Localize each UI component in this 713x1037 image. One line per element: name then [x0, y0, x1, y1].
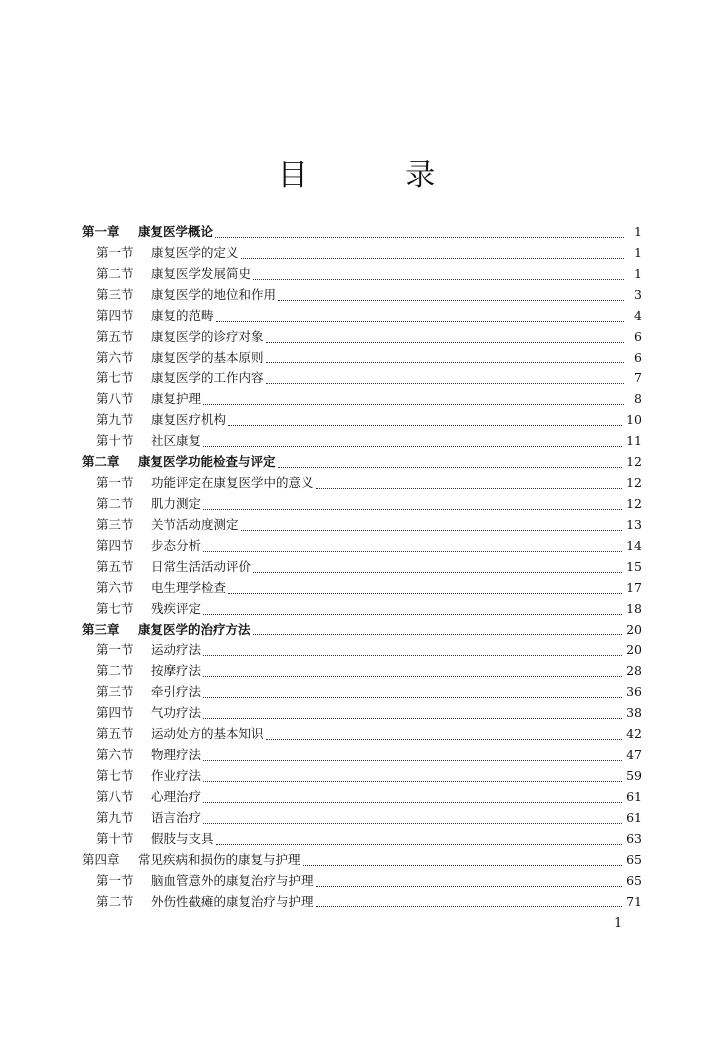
toc-section-entry[interactable]	[82, 745, 642, 766]
toc-entry-label	[96, 766, 201, 784]
toc-entry-page: 13	[626, 516, 642, 532]
toc-entry-label	[82, 850, 301, 868]
toc-entry-page: 63	[626, 830, 642, 846]
toc-entry-number: 第十节	[96, 830, 134, 846]
toc-entry-title: 康复医学概论	[138, 224, 214, 239]
toc-entry-label	[96, 348, 264, 366]
toc-entry-page: 8	[634, 391, 642, 407]
toc-entry-title: 康复医学的地位和作用	[151, 286, 277, 302]
toc-section-entry[interactable]	[82, 536, 642, 557]
toc-entry-page: 14	[626, 537, 642, 553]
dot-leader	[278, 459, 623, 468]
toc-entry-number: 第一章	[82, 224, 120, 239]
toc-entry-page: 10	[626, 412, 642, 428]
toc-entry-label	[96, 640, 201, 658]
toc-entry-label	[96, 515, 239, 533]
toc-entry-number: 第二节	[96, 663, 134, 679]
toc-entry-number: 第四节	[96, 307, 134, 323]
toc-entry-title: 电生理学检查	[151, 579, 227, 595]
toc-entry-page: 65	[626, 851, 642, 867]
toc-chapter-entry[interactable]	[82, 452, 642, 473]
toc-entry-title: 脑血管意外的康复治疗与护理	[151, 872, 314, 888]
dot-leader	[203, 543, 622, 552]
toc-section-entry[interactable]	[82, 640, 642, 661]
toc-entry-page: 12	[626, 454, 642, 470]
dot-leader	[216, 836, 623, 845]
dot-leader	[203, 501, 622, 510]
toc-entry-number: 第八节	[96, 391, 134, 407]
toc-section-entry[interactable]	[82, 348, 642, 369]
toc-entry-label	[96, 892, 314, 910]
toc-entry-page: 36	[626, 684, 642, 700]
toc-entry-page: 17	[626, 579, 642, 595]
toc-entry-title: 功能评定在康复医学中的意义	[151, 475, 314, 491]
toc-entry-number: 第四节	[96, 705, 134, 721]
toc-entry-page: 1	[634, 265, 642, 281]
toc-entry-page: 15	[626, 558, 642, 574]
dot-leader	[203, 773, 622, 782]
toc-entry-number: 第四节	[96, 537, 134, 553]
toc-entry-label	[96, 306, 214, 324]
toc-entry-number: 第一节	[96, 872, 134, 888]
dot-leader	[215, 229, 624, 238]
dot-leader	[241, 522, 623, 531]
page-title: 目 录	[277, 158, 480, 193]
dot-leader	[203, 438, 622, 447]
toc-entry-label	[96, 264, 251, 282]
dot-leader	[203, 606, 622, 615]
toc-entry-title: 牵引疗法	[151, 684, 202, 700]
toc-entry-title: 外伤性截瘫的康复治疗与护理	[151, 893, 314, 909]
dot-leader	[316, 878, 623, 887]
toc-entry-label	[96, 536, 201, 554]
toc-entry-title: 康复医学的治疗方法	[138, 621, 251, 637]
toc-entry-title: 康复医疗机构	[151, 412, 227, 428]
toc-entry-number: 第二节	[96, 265, 134, 281]
toc-section-entry[interactable]	[82, 829, 642, 850]
toc-entry-page: 42	[626, 726, 642, 742]
toc-chapter-entry[interactable]	[82, 850, 642, 871]
toc-entry-page: 61	[626, 809, 642, 825]
toc-entry-page: 38	[626, 705, 642, 721]
toc-section-entry[interactable]	[82, 578, 642, 599]
toc-entry-title: 康复医学功能检查与评定	[138, 454, 276, 470]
toc-entry-title: 气功疗法	[151, 705, 202, 721]
toc-entry-page: 4	[634, 307, 642, 323]
toc-entry-page: 61	[626, 788, 642, 804]
toc-entry-title: 运动疗法	[151, 642, 202, 658]
toc-entry-title: 肌力测定	[151, 495, 202, 511]
toc-entry-number: 第八节	[96, 788, 134, 804]
toc-entry-label	[96, 808, 201, 826]
toc-entry-title: 康复医学的诊疗对象	[151, 328, 264, 344]
dot-leader	[228, 417, 622, 426]
toc-entry-page: 11	[626, 433, 642, 449]
toc-entry-number: 第六节	[96, 349, 134, 365]
toc-entry-label	[82, 452, 276, 470]
toc-entry-number: 第十节	[96, 433, 134, 449]
toc-entry-number: 第二节	[96, 495, 134, 511]
dot-leader	[216, 313, 624, 322]
toc-entry-title: 心理治疗	[151, 788, 202, 804]
toc-entry-number: 第二节	[96, 893, 134, 909]
toc-entry-number: 第一节	[96, 244, 134, 260]
toc-entry-page: 12	[626, 495, 642, 511]
dot-leader	[266, 731, 623, 740]
toc-entry-label	[96, 787, 201, 805]
toc-entry-title: 康复医学的工作内容	[151, 370, 264, 386]
dot-leader	[203, 689, 622, 698]
toc-entry-number: 第一节	[96, 475, 134, 491]
toc-section-entry[interactable]	[82, 787, 642, 808]
toc-entry-label	[82, 620, 251, 638]
toc-entry-number: 第七节	[96, 370, 134, 386]
dot-leader	[203, 710, 622, 719]
toc-entry-number: 第九节	[96, 809, 134, 825]
toc-section-entry[interactable]	[82, 515, 642, 536]
toc-entry-label	[96, 285, 276, 303]
toc-entry-label	[96, 431, 201, 449]
dot-leader	[203, 752, 622, 761]
toc-entry-number: 第三节	[96, 516, 134, 532]
toc-entry-label	[96, 473, 314, 491]
dot-leader	[203, 668, 622, 677]
toc-section-entry[interactable]	[82, 327, 642, 348]
toc-section-entry[interactable]	[82, 431, 642, 452]
toc-entry-number: 第一节	[96, 642, 134, 658]
dot-leader	[203, 396, 624, 405]
toc-entry-title: 假肢与支具	[151, 830, 214, 846]
toc-entry-title: 康复医学的定义	[151, 244, 239, 260]
toc-section-entry[interactable]	[82, 243, 642, 264]
toc-entry-number: 第三节	[96, 286, 134, 302]
toc-section-entry[interactable]	[82, 473, 642, 494]
toc-entry-number: 第七节	[96, 767, 134, 783]
toc-entry-page: 18	[626, 600, 642, 616]
toc-entry-page: 6	[634, 349, 642, 365]
toc-entry-label	[96, 368, 264, 386]
toc-entry-label	[96, 661, 201, 679]
dot-leader	[278, 292, 624, 301]
dot-leader	[253, 626, 623, 635]
dot-leader	[203, 647, 622, 656]
toc-entry-title: 按摩疗法	[151, 663, 202, 679]
toc-entry-label	[96, 871, 314, 889]
toc-entry-page: 20	[626, 621, 642, 637]
toc-entry-number: 第五节	[96, 726, 134, 742]
toc-entry-page: 65	[626, 872, 642, 888]
toc-section-entry[interactable]	[82, 389, 642, 410]
dot-leader	[228, 585, 622, 594]
toc-section-entry[interactable]	[82, 494, 642, 515]
toc-entry-page: 1	[634, 244, 642, 260]
toc-entry-number: 第二章	[82, 454, 120, 470]
toc-entry-number: 第七节	[96, 600, 134, 616]
toc-section-entry[interactable]	[82, 599, 642, 620]
dot-leader	[203, 815, 622, 824]
toc-entry-number: 第三章	[82, 621, 120, 637]
toc-section-entry[interactable]	[82, 557, 642, 578]
toc-entry-page: 3	[634, 286, 642, 302]
dot-leader	[303, 857, 623, 866]
toc-entry-page: 59	[626, 767, 642, 783]
toc-entry-label	[96, 724, 264, 742]
toc-section-entry[interactable]	[82, 703, 642, 724]
toc-entry-label	[96, 829, 214, 847]
toc-section-entry[interactable]	[82, 682, 642, 703]
toc-entry-title: 日常生活活动评价	[151, 558, 252, 574]
toc-entry-number: 第四章	[82, 851, 120, 867]
toc-entry-number: 第五节	[96, 558, 134, 574]
toc-entry-page: 71	[626, 893, 642, 909]
toc-entry-page: 7	[634, 370, 642, 386]
toc-entry-title: 社区康复	[151, 433, 202, 449]
toc-entry-title: 康复的范畴	[151, 307, 214, 323]
toc-entry-label	[96, 682, 201, 700]
dot-leader	[316, 480, 623, 489]
toc-section-entry[interactable]	[82, 892, 642, 913]
toc-section-entry[interactable]	[82, 871, 642, 892]
toc-entry-title: 康复医学发展简史	[151, 265, 252, 281]
toc-entry-number: 第九节	[96, 412, 134, 428]
toc-entry-label	[96, 703, 201, 721]
dot-leader	[253, 271, 624, 280]
toc-entry-number: 第六节	[96, 747, 134, 763]
dot-leader	[266, 375, 624, 384]
toc-entry-title: 运动处方的基本知识	[151, 726, 264, 742]
dot-leader	[203, 794, 622, 803]
toc-section-entry[interactable]	[82, 661, 642, 682]
table-of-contents	[82, 222, 642, 912]
toc-section-entry[interactable]	[82, 410, 642, 431]
toc-entry-label	[96, 745, 201, 763]
toc-entry-label	[96, 494, 201, 512]
toc-section-entry[interactable]	[82, 766, 642, 787]
toc-chapter-entry[interactable]	[82, 620, 642, 641]
toc-entry-title: 康复护理	[151, 391, 202, 407]
toc-entry-page: 47	[626, 747, 642, 763]
toc-entry-title: 作业疗法	[151, 767, 202, 783]
toc-entry-label	[96, 327, 264, 345]
dot-leader	[266, 334, 624, 343]
toc-entry-label	[82, 222, 213, 240]
toc-entry-number: 第三节	[96, 684, 134, 700]
toc-entry-label	[96, 410, 226, 428]
toc-section-entry[interactable]	[82, 724, 642, 745]
toc-entry-title: 物理疗法	[151, 747, 202, 763]
toc-entry-page: 20	[626, 642, 642, 658]
toc-entry-page: 1	[634, 224, 642, 239]
dot-leader	[316, 898, 623, 907]
toc-entry-title: 步态分析	[151, 537, 202, 553]
toc-section-entry[interactable]	[82, 808, 642, 829]
toc-entry-label	[96, 578, 226, 596]
toc-entry-number: 第六节	[96, 579, 134, 595]
toc-entry-page: 12	[626, 475, 642, 491]
toc-entry-label	[96, 599, 201, 617]
toc-entry-label	[96, 389, 201, 407]
toc-entry-title: 康复医学的基本原则	[151, 349, 264, 365]
dot-leader	[241, 250, 624, 259]
toc-entry-label	[96, 557, 251, 575]
dot-leader	[253, 564, 622, 573]
toc-section-entry[interactable]	[82, 285, 642, 306]
toc-section-entry[interactable]	[82, 368, 642, 389]
toc-entry-title: 关节活动度测定	[151, 516, 239, 532]
toc-entry-page: 28	[626, 663, 642, 679]
toc-entry-label	[96, 243, 239, 261]
toc-entry-title: 残疾评定	[151, 600, 202, 616]
toc-entry-title: 语言治疗	[151, 809, 202, 825]
toc-entry-title: 常见疾病和损伤的康复与护理	[138, 851, 301, 867]
toc-entry-number: 第五节	[96, 328, 134, 344]
toc-section-entry[interactable]	[82, 306, 642, 327]
toc-section-entry[interactable]	[82, 264, 642, 285]
page-number: 1	[614, 916, 623, 931]
dot-leader	[266, 354, 624, 363]
toc-chapter-entry[interactable]	[82, 222, 642, 243]
toc-entry-page: 6	[634, 328, 642, 344]
